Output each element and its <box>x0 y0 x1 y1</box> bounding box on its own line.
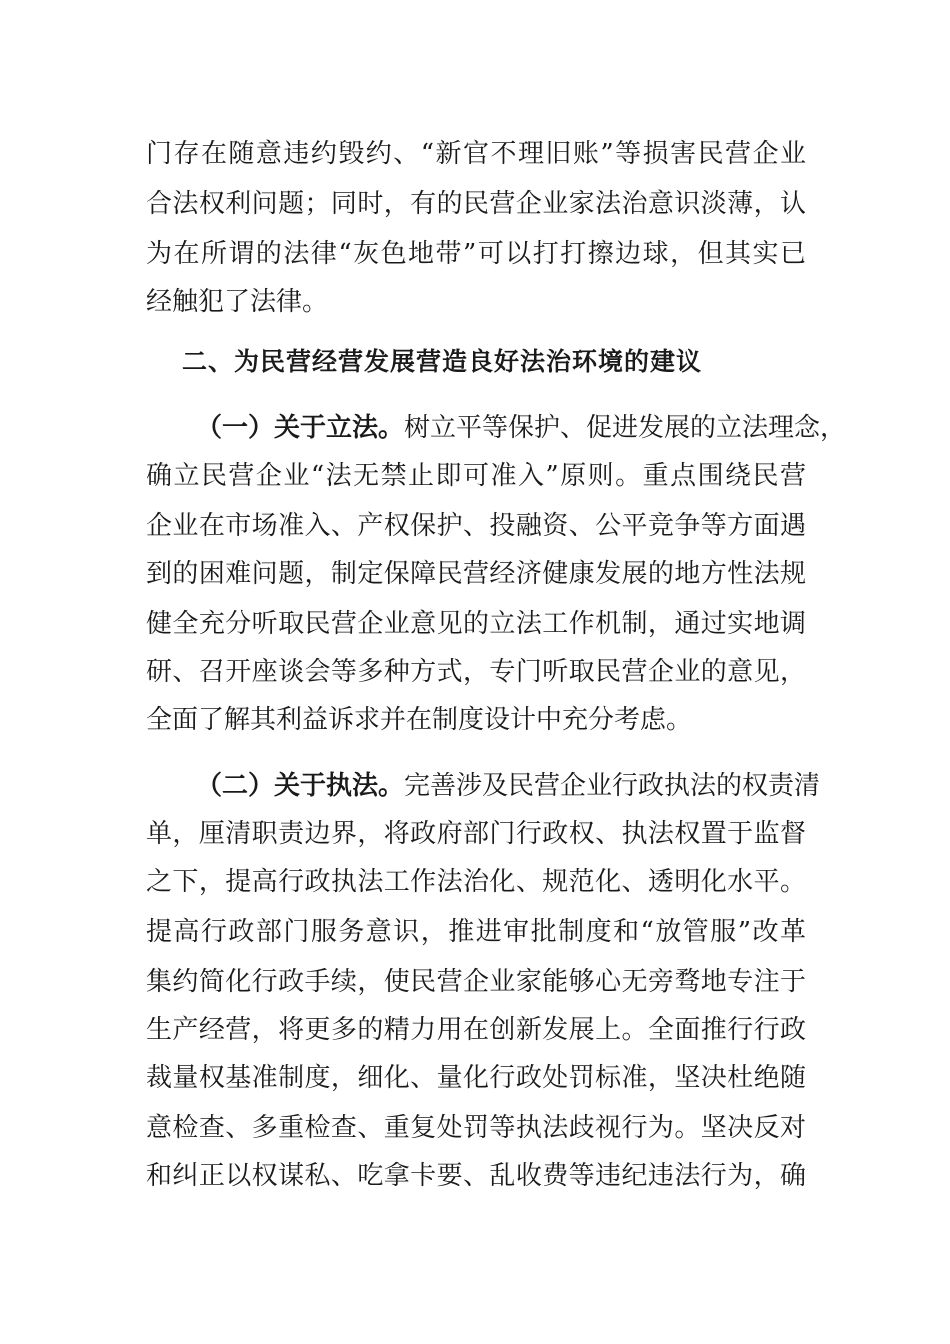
body-text-line: 提高行政部门服务意识，推进审批制度和“放管服”改革 <box>146 917 806 947</box>
body-text-line: 确立民营企业“法无禁止即可准入”原则。重点围绕民营 <box>146 461 806 491</box>
body-text-line: 企业在市场准入、产权保护、投融资、公平竞争等方面遇 <box>146 511 806 541</box>
body-text-line: 裁量权基准制度，细化、量化行政处罚标准，坚决杜绝随 <box>146 1063 806 1093</box>
body-text-line: 单，厘清职责边界，将政府部门行政权、执法权置于监督 <box>146 819 806 849</box>
paragraph-first-line <box>196 766 821 806</box>
body-text-line: 为在所谓的法律“灰色地带”可以打打擦边球，但其实已 <box>146 239 806 269</box>
body-text-line: 经触犯了法律。 <box>146 287 329 317</box>
body-text-line: 全面了解其利益诉求并在制度设计中充分考虑。 <box>146 705 693 735</box>
body-text-line: 和纠正以权谋私、吃拿卡要、乱收费等违纪违法行为，确 <box>146 1161 806 1191</box>
paragraph-first-line <box>196 408 847 448</box>
paragraph-first-line-text: 树立平等保护、促进发展的立法理念， <box>404 413 847 443</box>
body-text-line: 之下，提高行政执法工作法治化、规范化、透明化水平。 <box>146 867 806 897</box>
paragraph-lead-legislation: （一）关于立法。 <box>196 413 405 443</box>
body-text-line: 生产经营，将更多的精力用在创新发展上。全面推行行政 <box>146 1015 806 1045</box>
paragraph-lead-enforcement: （二）关于执法。 <box>196 771 405 801</box>
section-heading: 二、为民营经营发展营造良好法治环境的建议 <box>182 347 703 376</box>
body-text-line: 研、召开座谈会等多种方式，专门听取民营企业的意见， <box>146 657 806 687</box>
body-text-line: 合法权利问题；同时，有的民营企业家法治意识淡薄，认 <box>146 189 806 219</box>
body-text-line: 健全充分听取民营企业意见的立法工作机制，通过实地调 <box>146 609 806 639</box>
body-text-line: 门存在随意违约毁约、“新官不理旧账”等损害民营企业 <box>146 139 806 169</box>
body-text-line: 集约简化行政手续，使民营企业家能够心无旁骛地专注于 <box>146 967 806 997</box>
body-text-line: 意检查、多重检查、重复处罚等执法歧视行为。坚决反对 <box>146 1113 806 1143</box>
paragraph-first-line-text: 完善涉及民营企业行政执法的权责清 <box>404 771 821 801</box>
body-text-line: 到的困难问题，制定保障民营经济健康发展的地方性法规 <box>146 559 806 589</box>
